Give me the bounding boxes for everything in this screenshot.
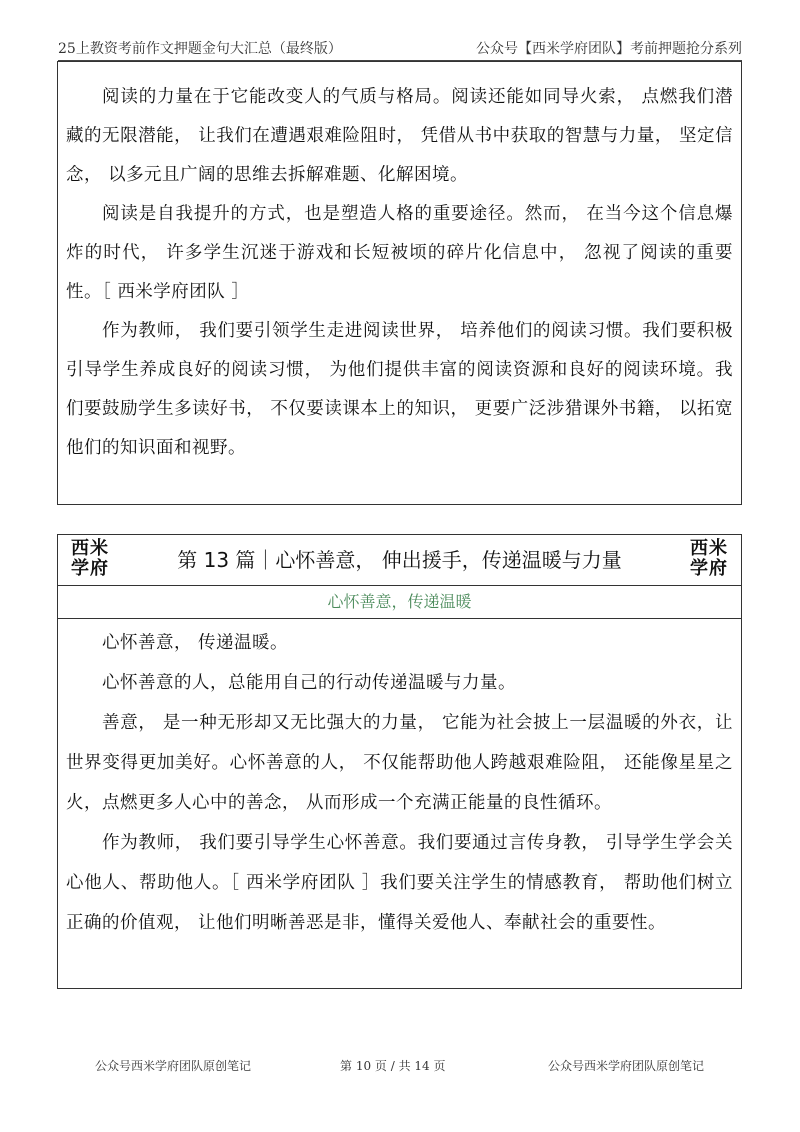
brand-logo-left: 西米 学府	[71, 538, 109, 579]
paragraph: 心怀善意， 传递温暖。	[102, 633, 289, 653]
paragraph: 阅读是自我提升的方式，也是塑造人格的重要途径。然而， 在当今这个信息爆炸的时代， 许多学生沉迷于游戏和长短被顷的碎片化信息中， 忽视了阅读的重要性。［ 西米学府团队 ］	[66, 204, 733, 302]
page-footer	[0, 1057, 800, 1077]
header-left-title: 25上教资考前作文押题金句大汇总（最终版）	[58, 41, 342, 57]
essay-subtitle: 心怀善意，传递温暖	[58, 586, 741, 619]
header-right-title: 公众号【西米学府团队】考前押题抢分系列	[476, 41, 742, 57]
page-header	[58, 36, 742, 61]
page-number: 第 10 页 / 共 14 页	[340, 1059, 446, 1073]
brand-logo-right: 西米 学府	[690, 538, 728, 579]
paragraph: 心怀善意的人，总能用自己的行动传递温暖与力量。	[102, 673, 516, 693]
essay-title: 第 13 篇｜心怀善意， 伸出援手，传递温暖与力量	[177, 548, 622, 572]
paragraph: 作为教师， 我们要引导学生心怀善意。我们要通过言传身教， 引导学生学会关心他人、帮助他人。［ 西米学府团队 ］我们要关注学生的情感教育， 帮助他们树立正确的价值观， 让他们明晰善恶是非，懂得关爱他人、奉献社会的重要性。	[66, 833, 733, 933]
paragraph: 阅读的力量在于它能改变人的气质与格局。阅读还能如同导火索， 点燃我们潜藏的无限潜能， 让我们在遭遇艰难险阻时， 凭借从书中获取的智慧与力量， 坚定信念， 以多元且广阔的思维去拆解难题、化解困境。	[66, 87, 733, 185]
essay-section-13	[57, 534, 742, 989]
essay-title-row	[58, 535, 741, 586]
essay-section-reading	[57, 61, 742, 505]
paragraph: 作为教师， 我们要引领学生走进阅读世界， 培养他们的阅读习惯。我们要积极引导学生养成良好的阅读习惯， 为他们提供丰富的阅读资源和良好的阅读环境。我们要鼓励学生多读好书， 不仅要读课本上的知识， 更要广泛涉猎课外书籍， 以拓宽他们的知识面和视野。	[66, 321, 733, 458]
footer-right: 公众号西米学府团队原创笔记	[548, 1059, 705, 1073]
paragraph: 善意， 是一种无形却又无比强大的力量， 它能为社会披上一层温暖的外衣，让世界变得更加美好。心怀善意的人， 不仅能帮助他人跨越艰难险阻， 还能像星星之火，点燃更多人心中的善念， 从而形成一个充满正能量的良性循环。	[66, 713, 733, 813]
footer-left: 公众号西米学府团队原创笔记	[95, 1059, 252, 1073]
